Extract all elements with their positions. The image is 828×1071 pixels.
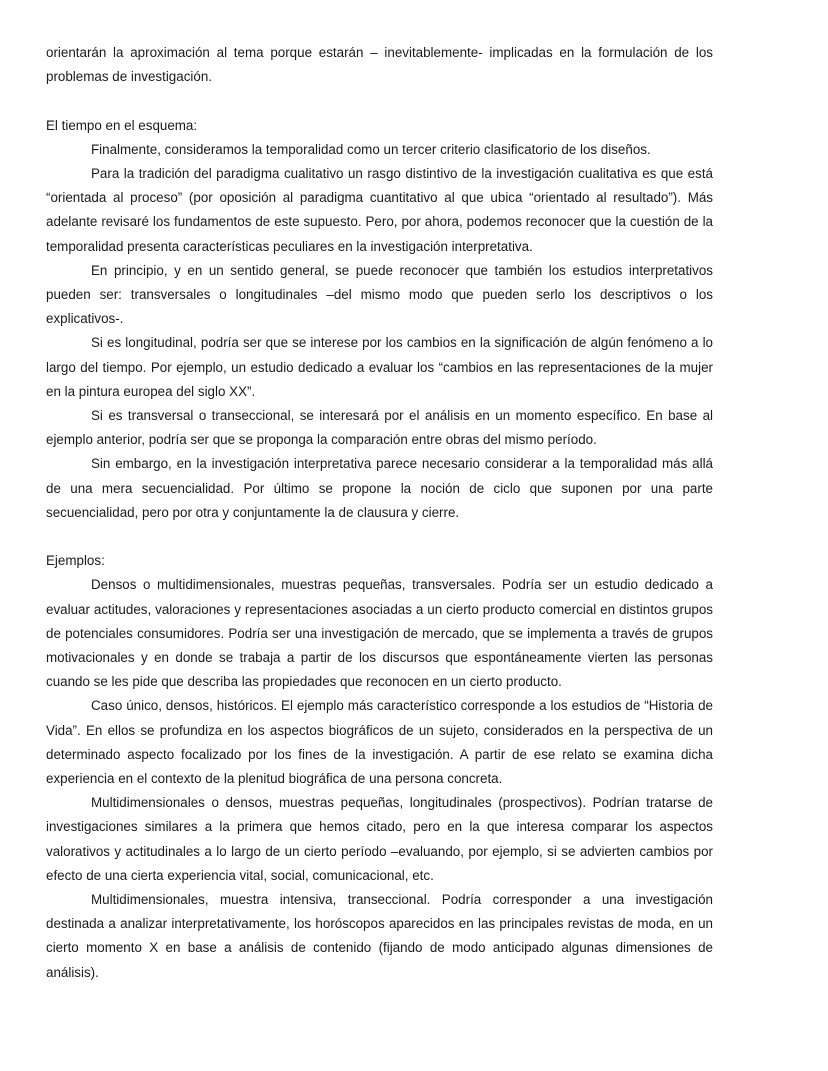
paragraph-transversales-longitudinales: En principio, y en un sentido general, se puede reconocer que también los estudios interpretativos pueden ser: transversales o longitudinales –del mismo modo que pueden serlo los descriptivos o los explicativos-. bbox=[46, 262, 713, 327]
paragraph-continuation: orientarán la aproximación al tema porque estarán – inevitablemente- implicadas en la formulación de los problemas de investigación. bbox=[46, 45, 713, 85]
document-page bbox=[46, 41, 713, 985]
paragraph-ejemplo-caso-unico: Caso único, densos, históricos. El ejemplo más característico corresponde a los estudios de “Historia de Vida”. En ellos se profundiza en los aspectos biográficos de un sujeto, considerados en la perspectiva de un determinado aspecto focalizado por los fines de la investigación. A partir de ese relato se examina dicha experiencia en el contexto de la plenitud biográfica de una persona concreta. bbox=[46, 698, 713, 787]
paragraph-temporalidad-criterio: Finalmente, consideramos la temporalidad como un tercer criterio clasificatorio de los diseños. bbox=[91, 141, 651, 157]
paragraph-ejemplo-transeccional: Multidimensionales, muestra intensiva, transeccional. Podría corresponder a una investigación destinada a analizar interpretativamente, los horóscopos aparecidos en las principales revistas de moda, en un cierto momento X en base a análisis de contenido (fijando de modo anticipado algunas dimensiones de análisis). bbox=[46, 892, 713, 980]
paragraph-ciclo: Sin embargo, en la investigación interpretativa parece necesario considerar a la temporalidad más allá de una mera secuencialidad. Por último se propone la noción de ciclo que suponen por una parte secuencialidad, pero por otra y conjuntamente la de clausura y cierre. bbox=[46, 456, 713, 520]
section-heading-ejemplos: Ejemplos: bbox=[46, 553, 105, 569]
paragraph-longitudinal: Si es longitudinal, podría ser que se interese por los cambios en la significación de algún fenómeno a lo largo del tiempo. Por ejemplo, un estudio dedicado a evaluar los “cambios en las representaciones de la mujer en la pintura europea del siglo XX”. bbox=[46, 335, 713, 399]
section-heading-tiempo: El tiempo en el esquema: bbox=[46, 117, 198, 133]
paragraph-transversal: Si es transversal o transeccional, se interesará por el análisis en un momento específico. En base al ejemplo anterior, podría ser que se proponga la comparación entre obras del mismo período. bbox=[46, 408, 713, 448]
paragraph-ejemplo-longitudinales: Multidimensionales o densos, muestras pequeñas, longitudinales (prospectivos). Podrían tratarse de investigaciones similares a la primera que hemos citado, pero en la que interesa comparar los aspectos valorativos y actitudinales a lo largo de un cierto período –evaluando, por ejemplo, si se advierten cambios por efecto de una cierta experiencia vital, social, comunicacional, etc. bbox=[46, 795, 713, 883]
paragraph-ejemplo-densos: Densos o multidimensionales, muestras pequeñas, transversales. Podría ser un estudio dedicado a evaluar actitudes, valoraciones y representaciones asociadas a un cierto producto comercial en distintos grupos de potenciales consumidores. Podría ser una investigación de mercado, que se implementa a través de grupos motivacionales y en donde se trabaja a partir de los discursos que espontáneamente vierten las personas cuando se les pide que describa las propiedades que reconocen en un cierto producto. bbox=[46, 577, 713, 690]
paragraph-paradigma-cualitativo: Para la tradición del paradigma cualitativo un rasgo distintivo de la investigación cualitativa es que está “orientada al proceso” (por oposición al paradigma cuantitativo al que ubica “orientado al resultado”). Más adelante revisaré los fundamentos de este supuesto. Pero, por ahora, podemos reconocer que la cuestión de la temporalidad presenta características peculiares en la investigación interpretativa. bbox=[46, 166, 713, 254]
